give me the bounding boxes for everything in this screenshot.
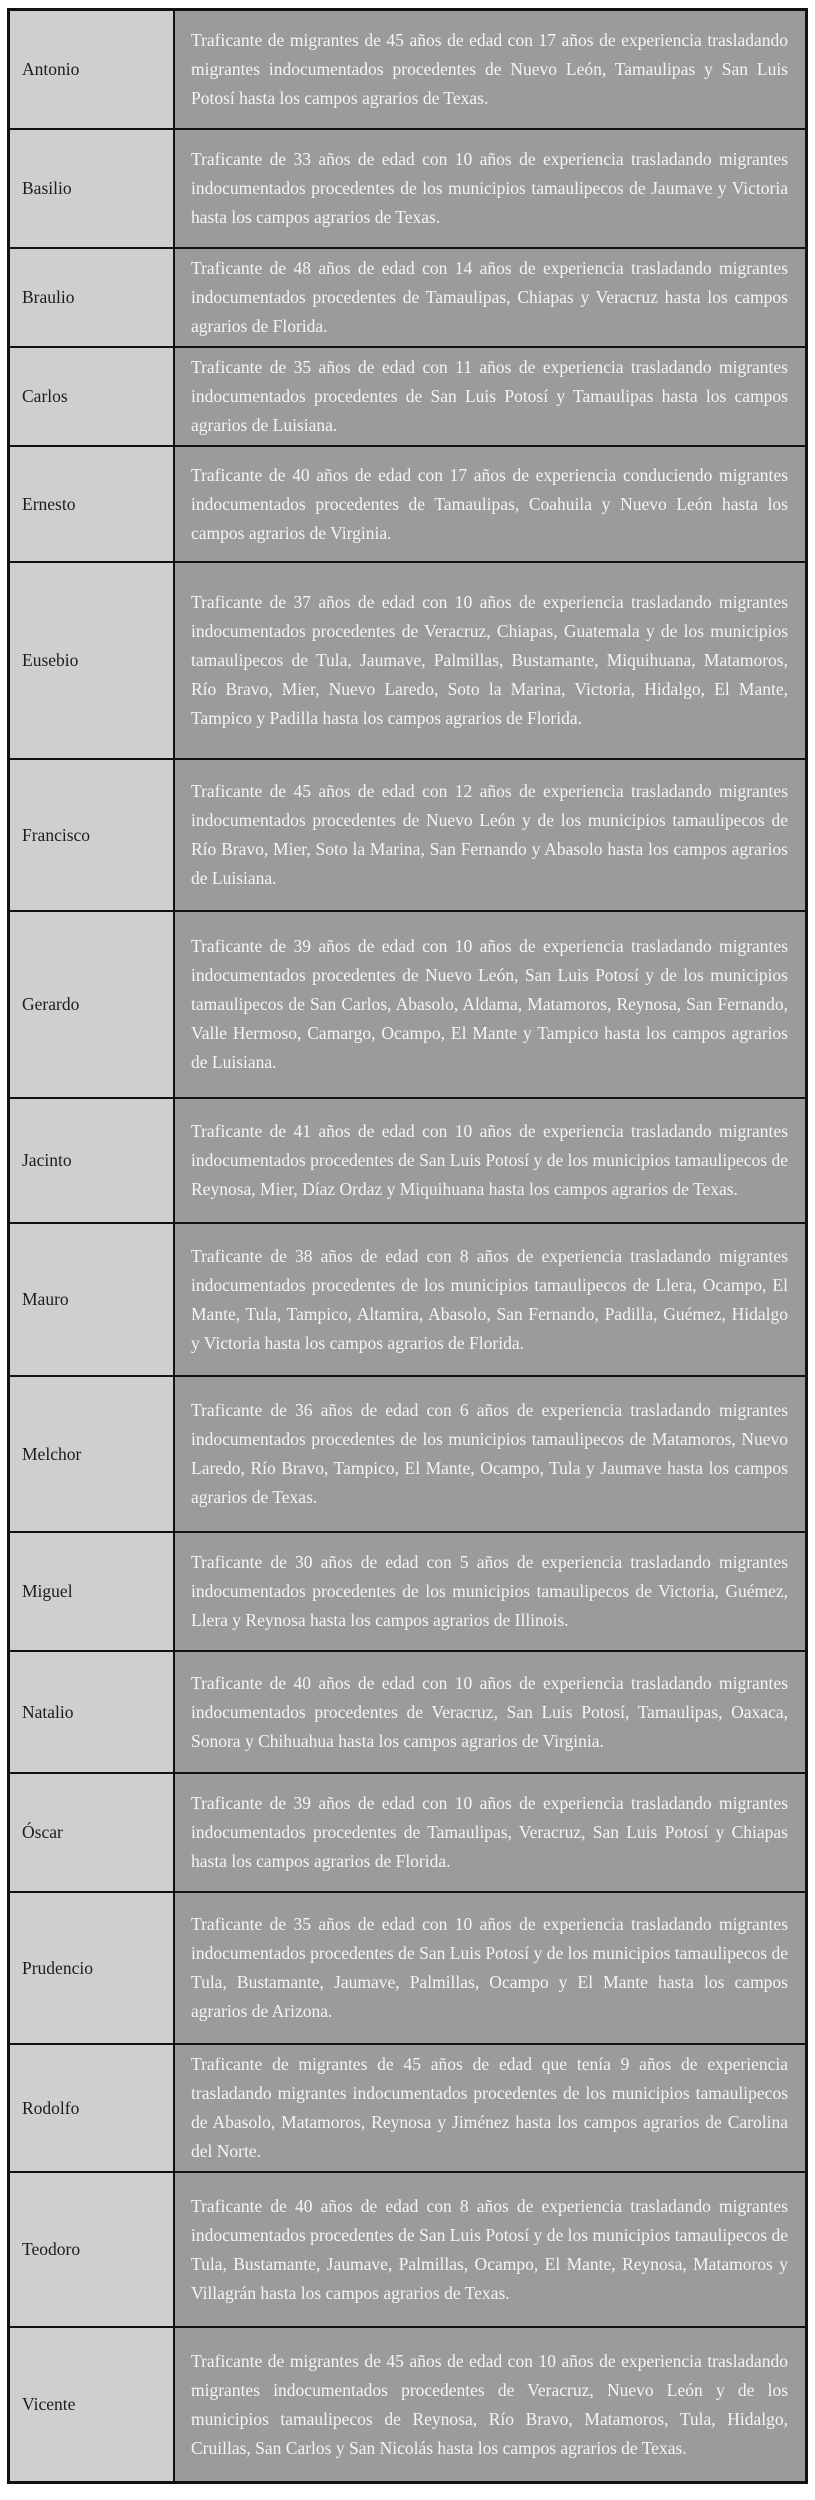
smuggler-description: Traficante de 38 años de edad con 8 años de experiencia trasladando migrantes indocumentados procedentes de los municipios tamaulipecos de Llera, Ocampo, El Mante, Tula, Tampico, Altamira, Abasolo, San Fernando, Padilla, Guémez, Hidalgo y Victoria hasta los campos agrarios de Florida.	[191, 1245, 788, 1353]
table-row	[10, 445, 805, 561]
smuggler-description: Traficante de migrantes de 45 años de edad con 10 años de experiencia trasladando migrantes indocumentados procedentes de Veracruz, Nuevo León y de los municipios tamaulipecos de Reynosa, Río Bravo, Matamoros, Tula, Hidalgo, Cruillas, San Carlos y San Nicolás hasta los campos agrarios de Texas.	[191, 2350, 788, 2458]
smuggler-description: Traficante de 39 años de edad con 10 años de experiencia trasladando migrantes indocumentados procedentes de Nuevo León, San Luis Potosí y de los municipios tamaulipecos de San Carlos, Abasolo, Aldama, Matamoros, Reynosa, San Fernando, Valle Hermoso, Camargo, Ocampo, El Mante y Tampico hasta los campos agrarios de Luisiana.	[191, 936, 788, 1072]
smuggler-description: Traficante de 37 años de edad con 10 años de experiencia trasladando migrantes indocumentados procedentes de Veracruz, Chiapas, Guatemala y de los municipios tamaulipecos de Tula, Jaumave, Palmillas, Bustamante, Miquihuana, Matamoros, Río Bravo, Mier, Nuevo Laredo, Soto la Marina, Victoria, Hidalgo, El Mante, Tampico y Padilla hasta los campos agrarios de Florida.	[191, 592, 788, 728]
smuggler-name: Ernesto	[22, 493, 76, 514]
smuggler-description: Traficante de 39 años de edad con 10 años de experiencia trasladando migrantes indocumentados procedentes de Tamaulipas, Veracruz, San Luis Potosí y Chiapas hasta los campos agrarios de Florida.	[191, 1793, 788, 1871]
smuggler-name-cell	[10, 1099, 175, 1222]
smuggler-name: Carlos	[22, 386, 68, 406]
smuggler-name-cell	[10, 1774, 175, 1891]
smuggler-description: Traficante de 35 años de edad con 10 años de experiencia trasladando migrantes indocumentados procedentes de San Luis Potosí y de los municipios tamaulipecos de Tula, Bustamante, Jaumave, Palmillas, Ocampo y El Mante hasta los campos agrarios de Arizona.	[191, 1914, 788, 2021]
table-row	[10, 247, 805, 346]
smuggler-description: Traficante de 41 años de edad con 10 años de experiencia trasladando migrantes indocumentados procedentes de San Luis Potosí y de los municipios tamaulipecos de Reynosa, Mier, Díaz Ordaz y Miquihuana hasta los campos agrarios de Texas.	[191, 1121, 788, 1199]
smuggler-description-cell	[175, 1533, 805, 1650]
smuggler-name-cell	[10, 1377, 175, 1531]
smuggler-name-cell	[10, 1652, 175, 1772]
smuggler-name-cell	[10, 1893, 175, 2043]
table-row	[10, 758, 805, 910]
table-row	[10, 128, 805, 247]
smuggler-name: Francisco	[22, 824, 91, 845]
table-row	[10, 346, 805, 445]
table-row	[10, 2043, 805, 2171]
smuggler-description-cell	[175, 447, 805, 561]
table-row	[10, 1891, 805, 2043]
table-row	[10, 11, 805, 128]
smuggler-name: Eusebio	[22, 650, 79, 670]
table-row	[10, 2326, 805, 2481]
smuggler-name-cell	[10, 2045, 175, 2171]
smuggler-description: Traficante de 40 años de edad con 8 años de experiencia trasladando migrantes indocumentados procedentes de San Luis Potosí y de los municipios tamaulipecos de Tula, Bustamante, Jaumave, Palmillas, Ocampo, El Mante, Reynosa, Matamoros y Villagrán hasta los campos agrarios de Texas.	[191, 2195, 788, 2303]
smuggler-description-cell	[175, 760, 805, 910]
table-row	[10, 1650, 805, 1772]
smuggler-name-cell	[10, 1224, 175, 1375]
smuggler-description: Traficante de 40 años de edad con 17 años de experiencia conduciendo migrantes indocumentados procedentes de Tamaulipas, Coahuila y Nuevo León hasta los campos agrarios de Virginia.	[191, 464, 788, 543]
smuggler-name: Vicente	[22, 2394, 76, 2414]
table-row	[10, 1375, 805, 1531]
smuggler-name: Braulio	[22, 287, 75, 307]
smuggler-name-cell	[10, 249, 175, 346]
smuggler-description: Traficante de 35 años de edad con 11 años de experiencia trasladando migrantes indocumentados procedentes de San Luis Potosí y Tamaulipas hasta los campos agrarios de Luisiana.	[191, 357, 788, 435]
smuggler-description: Traficante de migrantes de 45 años de edad con 17 años de experiencia trasladando migrantes indocumentados procedentes de Nuevo León, Tamaulipas y San Luis Potosí hasta los campos agrarios de Texas.	[191, 30, 788, 108]
table-row	[10, 2171, 805, 2326]
smuggler-description: Traficante de 30 años de edad con 5 años de experiencia trasladando migrantes indocumentados procedentes de los municipios tamaulipecos de Victoria, Guémez, Llera y Reynosa hasta los campos agrarios de Illinois.	[191, 1552, 788, 1630]
table-row	[10, 1222, 805, 1375]
smuggler-description-cell	[175, 249, 805, 346]
smuggler-description-cell	[175, 2328, 805, 2481]
smuggler-description-cell	[175, 2045, 805, 2171]
smuggler-name: Teodoro	[22, 2239, 81, 2259]
smuggler-description: Traficante de 45 años de edad con 12 años de experiencia trasladando migrantes indocumentados procedentes de Nuevo León y de los municipios tamaulipecos de Río Bravo, Mier, Soto la Marina, San Fernando y Abasolo hasta los campos agrarios de Luisiana.	[191, 781, 788, 888]
table-row	[10, 1531, 805, 1650]
smuggler-description-cell	[175, 1774, 805, 1891]
smuggler-description: Traficante de migrantes de 45 años de edad que tenía 9 años de experiencia trasladando migrantes indocumentados procedentes de los municipios tamaulipecos de Abasolo, Matamoros, Reynosa y Jiménez hasta los campos agrarios de Carolina del Norte.	[191, 2054, 788, 2161]
smuggler-name: Mauro	[22, 1289, 69, 1309]
smuggler-description-cell	[175, 1377, 805, 1531]
smuggler-description-cell	[175, 1224, 805, 1375]
smuggler-name: Melchor	[22, 1443, 82, 1464]
smuggler-name: Miguel	[22, 1581, 73, 1601]
smuggler-name: Óscar	[22, 1822, 63, 1842]
smuggler-name: Jacinto	[22, 1150, 72, 1170]
smuggler-name-cell	[10, 2328, 175, 2481]
smuggler-description: Traficante de 40 años de edad con 10 años de experiencia trasladando migrantes indocumentados procedentes de Veracruz, San Luis Potosí, Tamaulipas, Oaxaca, Sonora y Chihuahua hasta los campos agrarios de Virginia.	[191, 1672, 788, 1751]
smuggler-description-cell	[175, 2173, 805, 2326]
smuggler-name-cell	[10, 130, 175, 247]
smuggler-description-cell	[175, 11, 805, 128]
smuggler-name-cell	[10, 563, 175, 758]
smuggler-description: Traficante de 33 años de edad con 10 años de experiencia trasladando migrantes indocumentados procedentes de los municipios tamaulipecos de Jaumave y Victoria hasta los campos agrarios de Texas.	[191, 149, 788, 227]
smuggler-description-cell	[175, 1893, 805, 2043]
smuggler-name-cell	[10, 11, 175, 128]
smuggler-name: Prudencio	[22, 1957, 93, 1978]
smuggler-description-cell	[175, 130, 805, 247]
smuggler-description-cell	[175, 1652, 805, 1772]
table-row	[10, 910, 805, 1097]
smuggler-name: Basilio	[22, 178, 72, 198]
smuggler-name: Rodolfo	[22, 2097, 80, 2118]
table-row	[10, 561, 805, 758]
smugglers-table	[7, 8, 808, 2484]
smuggler-description-cell	[175, 912, 805, 1097]
table-row	[10, 1772, 805, 1891]
smuggler-name-cell	[10, 1533, 175, 1650]
smuggler-description-cell	[175, 563, 805, 758]
smuggler-description-cell	[175, 348, 805, 445]
smuggler-name: Antonio	[22, 59, 80, 79]
smuggler-name-cell	[10, 760, 175, 910]
smuggler-name: Natalio	[22, 1701, 74, 1722]
smuggler-name-cell	[10, 912, 175, 1097]
smuggler-name-cell	[10, 447, 175, 561]
smuggler-description: Traficante de 48 años de edad con 14 años de experiencia trasladando migrantes indocumentados procedentes de Tamaulipas, Chiapas y Veracruz hasta los campos agrarios de Florida.	[191, 258, 788, 336]
smuggler-name-cell	[10, 348, 175, 445]
table-row	[10, 1097, 805, 1222]
smuggler-description: Traficante de 36 años de edad con 6 años de experiencia trasladando migrantes indocumentados procedentes de los municipios tamaulipecos de Matamoros, Nuevo Laredo, Río Bravo, Tampico, El Mante, Ocampo, Tula y Jaumave hasta los campos agrarios de Texas.	[191, 1400, 788, 1507]
smuggler-description-cell	[175, 1099, 805, 1222]
smuggler-name: Gerardo	[22, 994, 80, 1014]
smuggler-name-cell	[10, 2173, 175, 2326]
